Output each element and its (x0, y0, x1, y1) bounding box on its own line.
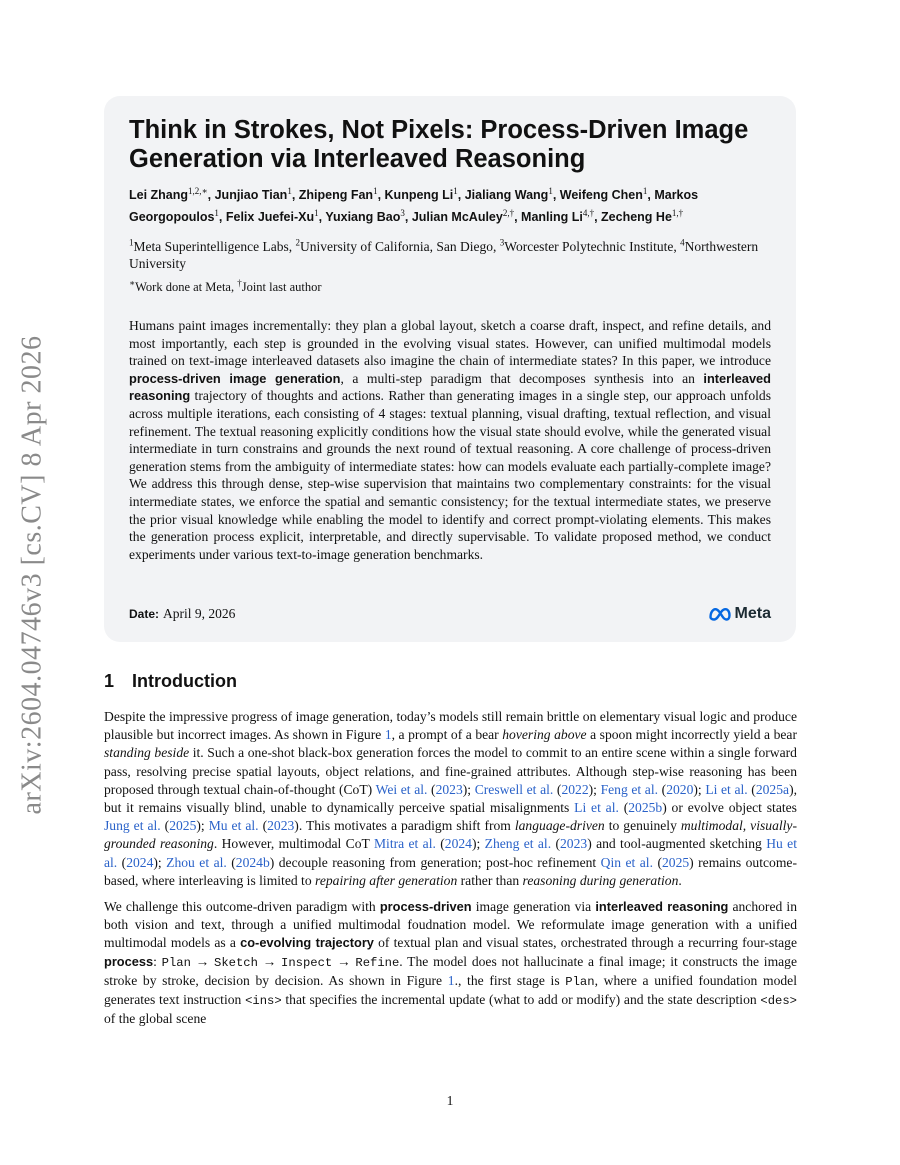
author: Markos Georgopoulos$^1$ (129, 188, 699, 225)
citation-year[interactable]: 2024 (444, 836, 472, 852)
footnote-markers: ∗Work done at Meta, †Joint last author (129, 277, 322, 294)
date: Date: April 9, 2026 (129, 606, 236, 621)
citation-link[interactable]: Mu et al. (208, 818, 259, 834)
citation-link[interactable]: Jung et al. (104, 818, 161, 834)
author: Zhipeng Fan$^1$ (298, 186, 378, 203)
author: Julian McAuley$^{2,\dagger}$ (411, 208, 515, 225)
header-card (104, 96, 796, 642)
figure-ref[interactable]: 1 (447, 972, 455, 988)
page-number: 1 (446, 1093, 454, 1108)
citation-link[interactable]: Feng et al. (600, 781, 659, 797)
intro-paragraph-2: We challenge this outcome-driven paradigm with process-driven image generation via interleaved reasoning anchored in both vision and text, through a unified multimodal foudnation model. We reformulate image generation with a unified multimodal models as a co-evolving trajectory of textual plan and visual states, orchestrated through a recurring four-stage process: Plan → Sketch → Inspect → Refine. The model does not hallucinate a final image; it constructs the image stroke by stroke, decision by decision. As shown in Figure 1., the first stage is Plan, where a unified foundation model generates text instruction <ins> that specifies the incremental update (what to add or modify) and the state description <des> of the global scene (104, 899, 798, 1027)
citation-year[interactable]: 2025a (755, 781, 790, 797)
affiliations (129, 234, 771, 272)
citation-link[interactable]: Zheng et al. (484, 836, 552, 852)
affiliation: $^1$Meta Superintelligence Labs, (129, 237, 296, 254)
body-text (104, 708, 797, 1036)
citation-link[interactable]: Wei et al. (375, 781, 428, 797)
citation-year[interactable]: 2025 (169, 818, 197, 834)
citation-year[interactable]: 2023 (267, 818, 295, 834)
citation-year[interactable]: 2024b (235, 854, 270, 870)
author: Yuxiang Bao$^3$ (325, 208, 405, 225)
section-heading: 1 Introduction (104, 671, 237, 691)
citation-link[interactable]: Creswell et al. (474, 781, 554, 797)
author: Manling $Li^{4,\dagger}$ (521, 208, 595, 225)
citation-year[interactable]: 2020 (666, 781, 694, 797)
author: Junjiao Tian$^1$ (214, 186, 292, 203)
citation-link[interactable]: Li et al. (574, 800, 619, 816)
affiliation: $^3$Worcester Polytechnic Institute, (499, 237, 681, 254)
citation-link[interactable]: Mitra et al. (373, 836, 436, 852)
meta-logo: Meta (708, 605, 771, 623)
citation-link[interactable]: Li et al. (705, 781, 748, 797)
author: Jialiang Wang$^1$ (464, 186, 553, 203)
citation-year[interactable]: 2024 (126, 854, 154, 870)
date-row (129, 605, 771, 623)
author: Weifeng Chen$^1$ (559, 186, 648, 203)
author: Lei Zhang$^{1,2,∗}$ (129, 186, 208, 203)
citation-link[interactable]: Hu et al. (104, 836, 797, 870)
citation-link[interactable]: Qin et al. (600, 854, 653, 870)
author: Kunpeng Li$^1$ (384, 186, 458, 203)
meta-infinity-icon (708, 607, 732, 621)
author: Zecheng $He^{1,\dagger}$ (601, 208, 684, 225)
citation-year[interactable]: 2023 (560, 836, 588, 852)
affiliation: $^4$Northwestern University (129, 237, 759, 271)
paper-title: Think in Strokes, Not Pixels: Process-Driven Image Generation via Interleaved Reasoning (129, 116, 749, 173)
abstract: Humans paint images incrementally: they plan a global layout, sketch a coarse draft, inspect, and refine details, and most importantly, each step is grounded in the evolving visual states. However, can unified multimodal models trained on text-image interleaved datasets also imagine the chain of intermediate states? In this paper, we introduce process-driven image generation, a multi-step paradigm that decomposes synthesis into an interleaved reasoning trajectory of thoughts and actions. Rather than generating images in a single step, our approach unfolds across multiple iterations, each consisting of 4 stages: textual planning, visual drafting, textual reflection, and visual refinement. The textual reasoning explicitly conditions how the visual state should evolve, while the generated visual intermediate in turn constrains and grounds the next round of textual reasoning. A core challenge of process-driven generation stems from the ambiguity of intermediate states: how can models evaluate each partially-complete image? We address this through dense, step-wise supervision that maintains two complementary constraints: for the visual intermediate states, we enforce the spatial and semantic consistency; for the textual intermediate states, we preserve the prior visual knowledge while enabling the model to identify and correct prompt-violating elements. This makes the generation process explicit, interpretable, and directly supervisable. To validate proposed method, we conduct experiments under various text-to-image generation benchmarks. (129, 317, 771, 562)
citation-year[interactable]: 2022 (561, 781, 589, 797)
citation-link[interactable]: Zhou et al. (166, 854, 227, 870)
citation-year[interactable]: 2025b (628, 800, 663, 816)
author-list: Lei Zhang$^{1,2,∗}$, Junjiao Tian$^1$, Zhipeng Fan$^1$, Kunpeng Li$^1$, Jialiang Wang$^1$, Weifeng Chen$^1$, Markos Georgopoulos$^1$, Felix Juefei-Xu$^1$, Yuxiang Bao$^3$, Julian McAuley$^{2,\dagger}$, Manling $Li^{4,\dagger}$, Zecheng $He^{1,\dagger}$ (129, 186, 699, 225)
figure-ref[interactable]: 1 (384, 727, 392, 743)
arxiv-side-label: arXiv:2604.04746v3 [cs.CV] 8 Apr 2026 (16, 335, 47, 815)
intro-paragraph-1: Despite the impressive progress of image generation, today’s models still remain brittle on elementary visual logic and produce plausible but incorrect images. As shown in Figure 1, a prompt of a bear hovering above a spoon might incorrectly yield a bear standing beside it. Such a one-shot black-box generation forces the model to commit to an entire scene within a single forward pass, resolving precise spatial layouts, object relations, and fine-grained attributes. Although step-wise reasoning has been proposed through textual chain-of-thought (CoT) Wei et al. (2023); Creswell et al. (2022); Feng et al. (2020); Li et al. (2025a), but it remains visually blind, unable to dynamically perceive spatial misalignments Li et al. (2025b) or evolve object states Jung et al. (2025); Mu et al. (2023). This motivates a paradigm shift from language-driven to genuinely multimodal, visually-grounded reasoning. However, multimodal CoT Mitra et al. (2024); Zheng et al. (2023) and tool-augmented sketching Hu et al. (2024); Zhou et al. (2024b) decouple reasoning from generation; post-hoc refinement Qin et al. (2025) remains outcome-based, where interleaving is limited to repairing after generation rather than reasoning during generation. (104, 709, 797, 888)
author: Felix Juefei-Xu$^1$ (225, 208, 319, 225)
citation-year[interactable]: 2025 (661, 854, 690, 870)
citation-year[interactable]: 2023 (435, 781, 463, 797)
affiliation: $^2$University of California, San Diego, (295, 237, 500, 254)
